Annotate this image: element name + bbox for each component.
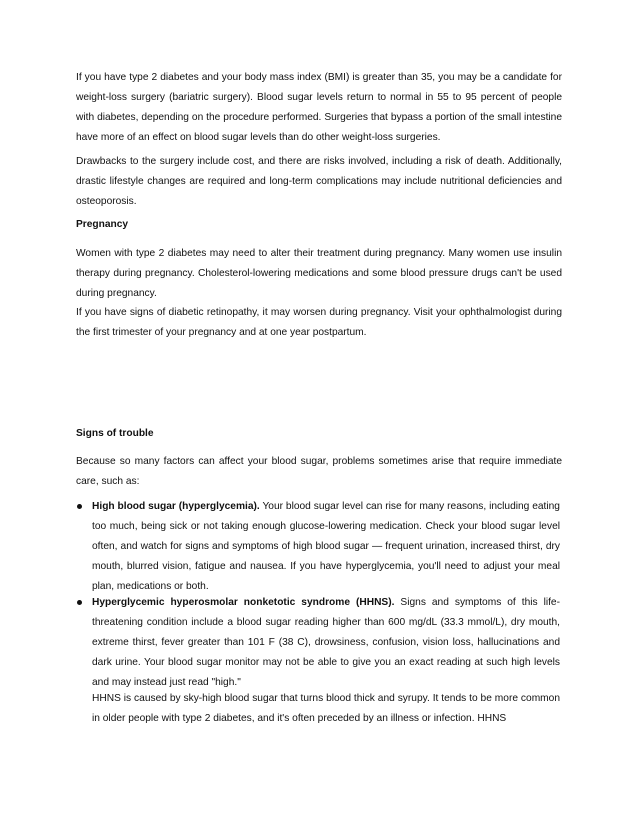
list-item-body: Signs and symptoms of this life-threatening condition include a blood sugar reading higher than 600 mg/dL (33.3 mmol/L), dry mouth, extreme thirst, fever greater than 101 F (38 C), drowsiness, confusion, vision loss, hallucinations and dark urine. Your blood sugar monitor may not be able to give you an exact reading at such high levels and may instead just read "high." bbox=[92, 597, 560, 688]
paragraph-pregnancy-treatment bbox=[76, 244, 562, 304]
paragraph-text: If you have signs of diabetic retinopathy, it may worsen during pregnancy. Visit your ophthalmologist during the first trimester of your pregnancy and at one year postpartum. bbox=[76, 307, 562, 338]
paragraph-text: If you have type 2 diabetes and your body mass index (BMI) is greater than 35, you may be a candidate for weight-loss surgery (bariatric surgery). Blood sugar levels return to normal in 55 to 95 percent of people with diabetes, depending on the procedure performed. Surgeries that bypass a portion of the small intestine have more of an effect on blood sugar levels than do other weight-loss surgeries. bbox=[76, 72, 562, 143]
list-item-text bbox=[92, 497, 560, 597]
bullet-icon bbox=[77, 600, 82, 605]
list-item-body: Your blood sugar level can rise for many reasons, including eating too much, being sick or not taking enough glucose-lowering medication. Check your blood sugar level often, and watch for signs and symptoms of high blood sugar — frequent urination, increased thirst, dry mouth, blurred vision, fatigue and nausea. If you have hyperglycemia, you'll need to adjust your meal plan, medications or both. bbox=[92, 501, 560, 592]
list-item-text bbox=[92, 593, 560, 693]
paragraph-immediate-care bbox=[76, 452, 562, 492]
paragraph-bariatric-surgery bbox=[76, 68, 562, 148]
section-heading-pregnancy: Pregnancy bbox=[76, 219, 129, 230]
paragraph-text: Drawbacks to the surgery include cost, and there are risks involved, including a risk of death. Additionally, drastic lifestyle changes are required and long-term complications may include nutritional deficiencies and osteoporosis. bbox=[76, 156, 562, 207]
paragraph-surgery-drawbacks bbox=[76, 152, 562, 212]
paragraph-text: Because so many factors can affect your blood sugar, problems sometimes arise that require immediate care, such as: bbox=[76, 456, 562, 487]
bullet-icon bbox=[77, 504, 82, 509]
list-item-title: Hyperglycemic hyperosmolar nonketotic syndrome (HHNS). bbox=[92, 597, 395, 608]
list-item-title: High blood sugar (hyperglycemia). bbox=[92, 501, 260, 512]
paragraph-retinopathy bbox=[76, 303, 562, 343]
list-item-continuation: HHNS is caused by sky-high blood sugar that turns blood thick and syrupy. It tends to be more common in older people with type 2 diabetes, and it's often preceded by an illness or infection. HHNS bbox=[92, 693, 560, 724]
heading-trouble-block bbox=[76, 424, 562, 444]
paragraph-text: Women with type 2 diabetes may need to alter their treatment during pregnancy. Many women use insulin therapy during pregnancy. Cholesterol-lowering medications and some blood pressure drugs can't be used during pregnancy. bbox=[76, 248, 562, 299]
section-heading-signs-of-trouble: Signs of trouble bbox=[76, 428, 154, 439]
heading-pregnancy-block bbox=[76, 215, 562, 235]
